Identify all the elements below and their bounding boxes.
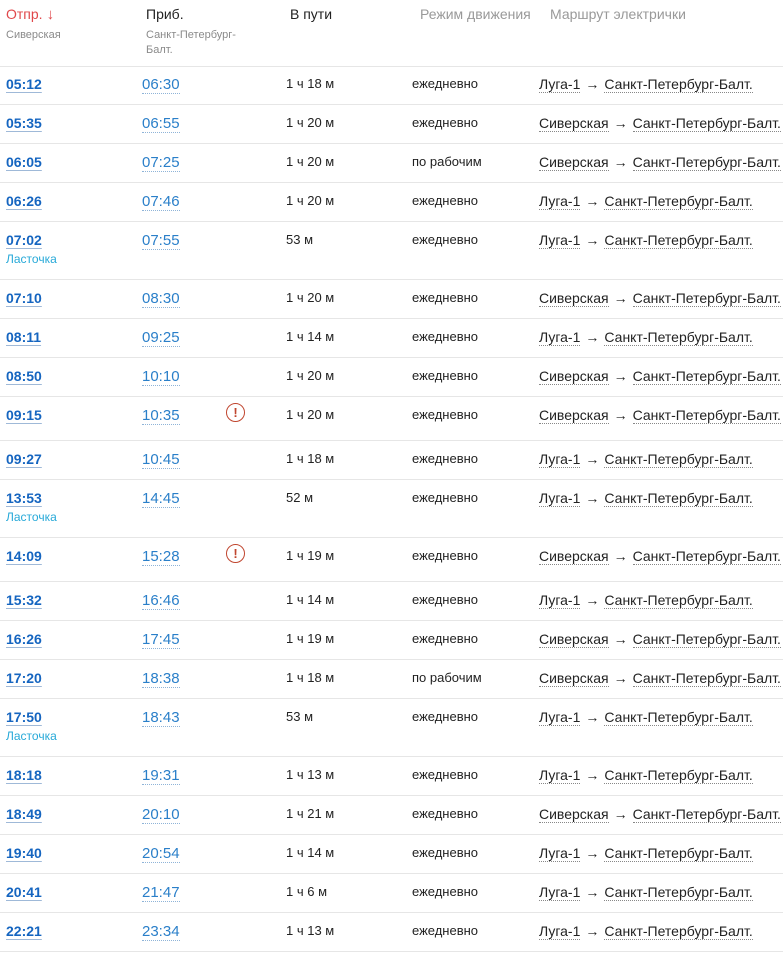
route-arrow-icon: → [585,884,600,900]
mode-value: ежедневно [412,368,479,383]
route-to-station-link[interactable]: Санкт-Петербург-Балт. [632,407,781,423]
departure-time-link[interactable]: 15:32 [6,592,42,608]
route-to-station-link[interactable]: Санкт-Петербург-Балт. [604,767,753,783]
departure-time-link[interactable]: 19:40 [6,845,42,861]
arrival-header-label: Приб. [146,6,184,22]
route-to-station-link[interactable]: Санкт-Петербург-Балт. [632,670,781,686]
route-info [539,923,753,939]
route-info [539,329,753,345]
departure-time-link[interactable]: 05:12 [6,76,42,92]
arrival-time-link[interactable]: 10:35 [142,407,180,424]
departure-time-link[interactable]: 20:41 [6,884,42,900]
table-row [0,144,783,183]
route-from-station-link[interactable]: Сиверская [539,290,609,306]
route-info [539,368,781,384]
route-from-station-link[interactable]: Луга-1 [539,490,581,506]
mode-value: ежедневно [412,884,479,899]
mode-value: ежедневно [412,115,479,130]
table-row [0,538,783,582]
arrival-time-link[interactable]: 07:46 [142,193,180,210]
duration-value: 1 ч 20 м [286,193,335,208]
route-arrow-icon: → [585,490,600,506]
departure-time-link[interactable]: 09:15 [6,407,42,423]
route-info [539,592,753,608]
arrival-time-link[interactable]: 23:34 [142,923,180,940]
route-info [539,193,753,209]
route-to-station-link[interactable]: Санкт-Петербург-Балт. [632,290,781,306]
route-arrow-icon: → [585,451,600,467]
route-info [539,631,781,647]
arrival-time-link[interactable]: 10:10 [142,368,180,385]
duration-value: 1 ч 20 м [286,115,335,130]
route-to-station-link[interactable]: Санкт-Петербург-Балт. [632,368,781,384]
route-from-station-link[interactable]: Луга-1 [539,451,581,467]
departure-time-link[interactable]: 05:35 [6,115,42,131]
mode-value: ежедневно [412,76,479,91]
route-arrow-icon: → [585,709,600,725]
train-type-link[interactable]: Ласточка [6,729,57,743]
duration-value: 1 ч 13 м [286,767,335,782]
duration-value: 1 ч 20 м [286,290,335,305]
table-row [0,319,783,358]
route-to-station-link[interactable]: Санкт-Петербург-Балт. [632,548,781,564]
arrival-time-link[interactable]: 06:30 [142,76,180,93]
table-row [0,222,783,280]
arrival-time-link[interactable]: 09:25 [142,329,180,346]
table-row [0,183,783,222]
route-from-station-link[interactable]: Сиверская [539,115,609,131]
route-from-station-link[interactable]: Луга-1 [539,884,581,900]
warning-icon[interactable]: ! [226,544,245,563]
route-to-station-link[interactable]: Санкт-Петербург-Балт. [604,592,753,608]
mode-value: по рабочим [412,154,482,169]
table-row [0,280,783,319]
route-to-station-link[interactable]: Санкт-Петербург-Балт. [604,451,753,467]
route-arrow-icon: → [613,407,628,423]
arrival-time-link[interactable]: 18:43 [142,709,180,726]
departure-time-link[interactable]: 13:53 [6,490,42,506]
mode-value: ежедневно [412,451,479,466]
table-row [0,582,783,621]
route-arrow-icon: → [585,767,600,783]
arrival-time-link[interactable]: 07:55 [142,232,180,249]
route-arrow-icon: → [613,548,628,564]
route-to-station-link[interactable]: Санкт-Петербург-Балт. [632,154,781,170]
departure-time-link[interactable]: 22:21 [6,923,42,939]
mode-value: ежедневно [412,490,479,505]
route-arrow-icon: → [613,290,628,306]
route-from-station-link[interactable]: Сиверская [539,368,609,384]
duration-value: 1 ч 20 м [286,154,335,169]
table-row [0,913,783,952]
route-info [539,548,781,564]
arrival-time-link[interactable]: 15:28 [142,548,180,565]
duration-value: 53 м [286,232,314,247]
route-from-station-link[interactable]: Сиверская [539,154,609,170]
departure-time-link[interactable]: 06:26 [6,193,42,209]
table-row [0,66,783,105]
arrival-time-link[interactable]: 17:45 [142,631,180,648]
route-info [539,670,781,686]
duration-value: 1 ч 18 м [286,670,335,685]
route-to-station-link[interactable]: Санкт-Петербург-Балт. [632,115,781,131]
arrival-time-link[interactable]: 16:46 [142,592,180,609]
departure-time-link[interactable]: 07:02 [6,232,42,248]
route-info [539,490,753,506]
route-to-station-link[interactable]: Санкт-Петербург-Балт. [604,193,753,209]
route-arrow-icon: → [613,806,628,822]
table-row [0,835,783,874]
duration-value: 1 ч 18 м [286,76,335,91]
departure-time-link[interactable]: 16:26 [6,631,42,647]
route-from-station-link[interactable]: Луга-1 [539,767,581,783]
route-info [539,451,753,467]
route-info [539,709,753,725]
arrival-time-link[interactable]: 10:45 [142,451,180,468]
duration-value: 1 ч 18 м [286,451,335,466]
route-header-label: Маршрут электрички [550,6,686,22]
mode-value: ежедневно [412,631,479,646]
departure-time-link[interactable]: 17:20 [6,670,42,686]
route-arrow-icon: → [613,115,628,131]
mode-value: ежедневно [412,329,479,344]
route-from-station-link[interactable]: Луга-1 [539,329,581,345]
route-from-station-link[interactable]: Луга-1 [539,923,581,939]
route-arrow-icon: → [585,193,600,209]
route-arrow-icon: → [585,845,600,861]
route-to-station-link[interactable]: Санкт-Петербург-Балт. [604,884,753,900]
mode-value: по рабочим [412,670,482,685]
route-from-station-link[interactable]: Сиверская [539,631,609,647]
arrival-time-link[interactable]: 07:25 [142,154,180,171]
arrival-time-link[interactable]: 08:30 [142,290,180,307]
mode-value: ежедневно [412,193,479,208]
route-from-station-link[interactable]: Сиверская [539,548,609,564]
route-arrow-icon: → [585,592,600,608]
departure-time-link[interactable]: 17:50 [6,709,42,725]
table-row [0,480,783,538]
route-info [539,154,781,170]
departure-time-link[interactable]: 07:10 [6,290,42,306]
duration-value: 1 ч 13 м [286,923,335,938]
duration-value: 1 ч 20 м [286,407,335,422]
route-arrow-icon: → [613,631,628,647]
table-row [0,874,783,913]
route-to-station-link[interactable]: Санкт-Петербург-Балт. [604,845,753,861]
departure-time-link[interactable]: 08:50 [6,368,42,384]
warning-icon[interactable]: ! [226,403,245,422]
table-row [0,699,783,757]
mode-value: ежедневно [412,767,479,782]
train-type-link[interactable]: Ласточка [6,252,57,266]
mode-value: ежедневно [412,592,479,607]
departure-time-link[interactable]: 08:11 [6,329,42,345]
departure-time-link[interactable]: 14:09 [6,548,42,564]
duration-value: 1 ч 14 м [286,845,335,860]
arrival-station-label: Санкт-Петербург-Балт. [146,29,236,56]
departure-time-link[interactable]: 06:05 [6,154,42,170]
mode-value: ежедневно [412,806,479,821]
duration-value: 1 ч 20 м [286,368,335,383]
arrival-time-link[interactable]: 06:55 [142,115,180,132]
departure-time-link[interactable]: 09:27 [6,451,42,467]
table-row [0,621,783,660]
route-info [539,290,781,306]
route-from-station-link[interactable]: Луга-1 [539,845,581,861]
mode-value: ежедневно [412,845,479,860]
duration-value: 1 ч 19 м [286,548,335,563]
route-arrow-icon: → [585,923,600,939]
duration-value: 1 ч 6 м [286,884,328,899]
departure-station-label: Сиверская [6,29,61,41]
route-info [539,767,753,783]
route-info [539,115,781,131]
route-from-station-link[interactable]: Луга-1 [539,76,581,92]
mode-value: ежедневно [412,232,479,247]
duration-header-label: В пути [290,6,333,22]
arrival-time-link[interactable]: 18:38 [142,670,180,687]
route-arrow-icon: → [613,670,628,686]
route-to-station-link[interactable]: Санкт-Петербург-Балт. [632,631,781,647]
arrival-time-link[interactable]: 14:45 [142,490,180,507]
table-row [0,796,783,835]
departure-time-link[interactable]: 18:18 [6,767,42,783]
sort-departure-button[interactable] [6,6,54,23]
route-info [539,845,753,861]
route-from-station-link[interactable]: Сиверская [539,670,609,686]
departure-header-label: Отпр. [6,6,43,22]
route-to-station-link[interactable]: Санкт-Петербург-Балт. [604,232,753,248]
route-info [539,806,781,822]
route-info [539,232,753,248]
table-row [0,757,783,796]
route-to-station-link[interactable]: Санкт-Петербург-Балт. [604,329,753,345]
duration-value: 53 м [286,709,314,724]
duration-value: 1 ч 14 м [286,329,335,344]
route-to-station-link[interactable]: Санкт-Петербург-Балт. [632,806,781,822]
route-from-station-link[interactable]: Луга-1 [539,232,581,248]
table-header [0,0,783,67]
mode-value: ежедневно [412,709,479,724]
duration-value: 1 ч 21 м [286,806,335,821]
route-info [539,76,753,92]
table-row [0,441,783,480]
route-info [539,884,753,900]
duration-value: 1 ч 19 м [286,631,335,646]
mode-value: ежедневно [412,548,479,563]
departure-time-link[interactable]: 18:49 [6,806,42,822]
route-to-station-link[interactable]: Санкт-Петербург-Балт. [604,709,753,725]
arrival-time-link[interactable]: 19:31 [142,767,180,784]
duration-value: 52 м [286,490,314,505]
mode-value: ежедневно [412,290,479,305]
route-to-station-link[interactable]: Санкт-Петербург-Балт. [604,923,753,939]
train-type-link[interactable]: Ласточка [6,510,57,524]
route-info [539,407,781,423]
route-arrow-icon: → [585,329,600,345]
table-row [0,358,783,397]
table-row [0,660,783,699]
arrival-time-link[interactable]: 20:10 [142,806,180,823]
route-from-station-link[interactable]: Сиверская [539,407,609,423]
table-row [0,105,783,144]
route-from-station-link[interactable]: Сиверская [539,806,609,822]
duration-value: 1 ч 14 м [286,592,335,607]
arrival-time-link[interactable]: 21:47 [142,884,180,901]
route-to-station-link[interactable]: Санкт-Петербург-Балт. [604,490,753,506]
mode-header-label: Режим движения [420,6,531,22]
route-arrow-icon: → [585,76,600,92]
route-from-station-link[interactable]: Луга-1 [539,193,581,209]
mode-value: ежедневно [412,923,479,938]
route-arrow-icon: → [585,232,600,248]
table-row [0,397,783,441]
route-from-station-link[interactable]: Луга-1 [539,709,581,725]
route-arrow-icon: → [613,154,628,170]
arrival-time-link[interactable]: 20:54 [142,845,180,862]
sort-down-arrow-icon: ↓ [46,6,55,23]
route-from-station-link[interactable]: Луга-1 [539,592,581,608]
route-to-station-link[interactable]: Санкт-Петербург-Балт. [604,76,753,92]
mode-value: ежедневно [412,407,479,422]
route-arrow-icon: → [613,368,628,384]
